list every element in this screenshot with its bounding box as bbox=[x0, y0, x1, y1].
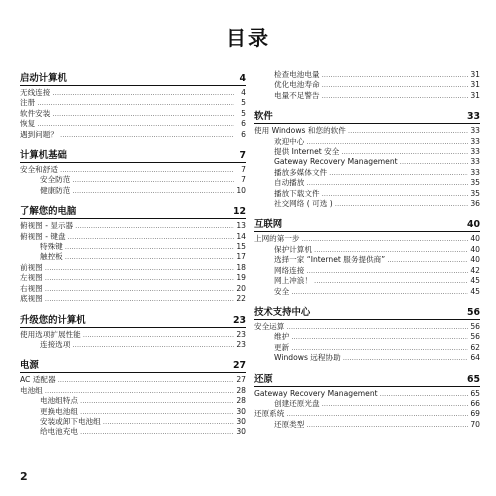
dot-leader bbox=[306, 420, 468, 430]
toc-entry[interactable] bbox=[254, 409, 480, 419]
toc-entry-page: 56 bbox=[470, 332, 480, 342]
section-heading-page: 56 bbox=[466, 306, 480, 318]
toc-entry-page: 19 bbox=[236, 273, 246, 283]
toc-entry[interactable] bbox=[20, 417, 246, 427]
toc-section bbox=[20, 312, 246, 351]
section-heading[interactable] bbox=[20, 70, 246, 86]
toc-entry[interactable] bbox=[20, 340, 246, 350]
toc-entry-page: 33 bbox=[470, 126, 480, 136]
toc-entry-page: 30 bbox=[236, 406, 246, 416]
dot-leader bbox=[75, 221, 234, 231]
section-heading[interactable] bbox=[254, 371, 480, 387]
section-heading-label: 技术支持中心 bbox=[254, 306, 311, 318]
toc-entry-label: Gateway Recovery Management bbox=[274, 157, 398, 167]
toc-entry-page: 5 bbox=[241, 108, 246, 118]
toc-entry-page: 35 bbox=[470, 178, 480, 188]
toc-right-column bbox=[254, 70, 480, 437]
section-heading-label: 互联网 bbox=[254, 219, 283, 231]
section-heading-label: 计算机基础 bbox=[20, 150, 67, 162]
toc-entry[interactable] bbox=[20, 165, 246, 175]
dot-leader bbox=[37, 98, 234, 108]
toc-entry-page: 6 bbox=[241, 129, 246, 139]
toc-entry-page: 22 bbox=[236, 294, 246, 304]
toc-entry[interactable] bbox=[20, 175, 246, 185]
dot-leader bbox=[329, 168, 468, 178]
toc-entry-page: 35 bbox=[470, 188, 480, 198]
toc-section bbox=[20, 357, 246, 437]
toc-entry-label: 网上冲浪！ bbox=[274, 276, 312, 286]
section-heading-page: 40 bbox=[466, 219, 480, 231]
dot-leader bbox=[291, 343, 468, 353]
toc-entry-page: 64 bbox=[470, 353, 480, 363]
dot-leader bbox=[68, 232, 234, 242]
dot-leader bbox=[65, 242, 234, 252]
toc-entry[interactable] bbox=[20, 263, 246, 273]
dot-leader bbox=[80, 407, 234, 417]
dot-leader bbox=[45, 294, 234, 304]
toc-entry[interactable] bbox=[254, 245, 480, 255]
toc-entry-label: 特殊键 bbox=[40, 242, 63, 252]
dot-leader bbox=[80, 427, 234, 437]
toc-entry-label: 安全防范 bbox=[40, 175, 71, 185]
dot-leader bbox=[341, 147, 468, 157]
toc-entry[interactable] bbox=[254, 137, 480, 147]
toc-entry[interactable] bbox=[20, 375, 246, 385]
dot-leader bbox=[322, 70, 468, 80]
toc-entry-label: 提供 Internet 安全 bbox=[274, 147, 340, 157]
toc-entry-page: 69 bbox=[470, 409, 480, 419]
toc-entry[interactable] bbox=[254, 353, 480, 363]
toc-entry-label: 检查电池电量 bbox=[274, 70, 320, 79]
dot-leader bbox=[72, 340, 234, 350]
dot-leader bbox=[52, 109, 234, 119]
toc-entry-label: 自动播放 bbox=[274, 178, 305, 188]
dot-leader bbox=[72, 186, 234, 196]
toc-entry-label: 更新 bbox=[274, 342, 290, 352]
toc-entry-page: 31 bbox=[470, 70, 480, 79]
dot-leader bbox=[335, 199, 468, 209]
toc-entry-label: 电池组 bbox=[20, 385, 43, 395]
section-heading[interactable] bbox=[20, 147, 246, 163]
toc-entry-page: 4 bbox=[241, 88, 246, 97]
section-heading-label: 启动计算机 bbox=[20, 73, 67, 84]
toc-entry-page: 40 bbox=[470, 234, 480, 244]
toc-entry-page: 20 bbox=[236, 283, 246, 293]
toc-entry[interactable] bbox=[20, 252, 246, 262]
toc-section bbox=[254, 371, 480, 431]
toc-entry-page: 30 bbox=[236, 427, 246, 437]
toc-entry-page: 62 bbox=[470, 342, 480, 352]
dot-leader bbox=[314, 276, 468, 286]
toc-entry[interactable] bbox=[20, 273, 246, 283]
toc-entry-page: 10 bbox=[236, 185, 246, 195]
toc-entry[interactable] bbox=[20, 396, 246, 406]
section-heading[interactable] bbox=[20, 312, 246, 328]
section-heading[interactable] bbox=[254, 216, 480, 232]
dot-leader bbox=[37, 119, 234, 129]
toc-entry[interactable] bbox=[254, 189, 480, 199]
toc-entry-page: 33 bbox=[470, 136, 480, 146]
toc-entry-page: 42 bbox=[470, 265, 480, 275]
toc-entry-page: 7 bbox=[241, 175, 246, 185]
toc-entry[interactable] bbox=[254, 420, 480, 430]
dot-leader bbox=[322, 80, 468, 90]
toc-entry-label: 安装或卸下电池组 bbox=[40, 416, 101, 426]
toc-entry-label: 软件安装 bbox=[20, 108, 51, 118]
toc-entry-page: 5 bbox=[241, 98, 246, 108]
section-heading-page: 4 bbox=[239, 73, 246, 84]
toc-entry-label: AC 适配器 bbox=[20, 375, 56, 385]
dot-leader bbox=[45, 386, 234, 396]
section-heading-page: 33 bbox=[466, 111, 480, 123]
toc-entry[interactable] bbox=[20, 242, 246, 252]
toc-entry-page: 56 bbox=[470, 321, 480, 331]
section-heading[interactable] bbox=[20, 203, 246, 219]
toc-entry[interactable] bbox=[254, 199, 480, 209]
dot-leader bbox=[65, 252, 234, 262]
toc-entry-page: 31 bbox=[470, 90, 480, 100]
toc-entry-label: 俯视图 - 键盘 bbox=[20, 231, 66, 241]
dot-leader bbox=[387, 255, 468, 265]
section-heading-label: 了解您的电脑 bbox=[20, 206, 77, 218]
section-heading-label: 升级您的计算机 bbox=[20, 314, 86, 326]
toc-entry[interactable] bbox=[20, 98, 246, 108]
toc-entry[interactable] bbox=[20, 427, 246, 437]
toc-entry-label: 安全和舒适 bbox=[20, 165, 58, 175]
toc-entry-page: 14 bbox=[236, 231, 246, 241]
toc-entry-page: 17 bbox=[236, 252, 246, 262]
toc-entry-page: 65 bbox=[470, 388, 480, 398]
toc-section bbox=[20, 203, 246, 304]
toc-entry-page: 23 bbox=[236, 339, 246, 349]
dot-leader bbox=[306, 178, 468, 188]
toc-entry-page: 6 bbox=[241, 119, 246, 129]
toc-entry[interactable] bbox=[254, 266, 480, 276]
toc-entry-label: 欢迎中心 bbox=[274, 136, 305, 146]
toc-entry-label: Windows 远程协助 bbox=[274, 353, 341, 363]
dot-leader bbox=[322, 91, 468, 101]
toc-entry-label: 选择一家 “Internet 服务提供商” bbox=[274, 255, 386, 265]
toc-entry-page: 36 bbox=[470, 199, 480, 209]
toc-entry-page: 33 bbox=[470, 147, 480, 157]
toc-entry-label: 安全运算 bbox=[254, 321, 285, 331]
dot-leader bbox=[400, 157, 468, 167]
toc-entry-page: 40 bbox=[470, 255, 480, 265]
toc-entry-label: 网络连接 bbox=[274, 265, 305, 275]
dot-leader bbox=[60, 165, 234, 175]
toc-entry[interactable] bbox=[254, 178, 480, 188]
dot-leader bbox=[103, 417, 234, 427]
section-heading-page: 7 bbox=[239, 150, 246, 162]
toc-entry-label: 优化电池寿命 bbox=[274, 80, 320, 90]
toc-entry-label: 触控板 bbox=[40, 252, 63, 262]
section-heading-page: 65 bbox=[466, 373, 480, 385]
toc-entry-page: 33 bbox=[470, 157, 480, 167]
toc-entry-page: 45 bbox=[470, 276, 480, 286]
toc-entry-page: 31 bbox=[470, 80, 480, 90]
dot-leader bbox=[380, 389, 468, 399]
section-heading-label: 电源 bbox=[20, 360, 39, 372]
toc-section bbox=[254, 70, 480, 101]
toc-entry[interactable] bbox=[20, 330, 246, 340]
toc-entry-label: 还原类型 bbox=[274, 419, 305, 429]
toc-entry-page: 27 bbox=[236, 375, 246, 385]
toc-entry-label: 社交网络 ( 可选 ) bbox=[274, 199, 333, 209]
section-heading[interactable] bbox=[20, 357, 246, 373]
section-heading[interactable] bbox=[254, 108, 480, 124]
toc-entry-label: 给电池充电 bbox=[40, 427, 78, 437]
dot-leader bbox=[291, 332, 468, 342]
toc-entry[interactable] bbox=[254, 168, 480, 178]
dot-leader bbox=[306, 266, 468, 276]
toc-entry[interactable] bbox=[254, 389, 480, 399]
toc-entry-label: 连接选项 bbox=[40, 339, 71, 349]
toc-entry-label: 使用选项扩展性能 bbox=[20, 329, 81, 339]
dot-leader bbox=[286, 409, 468, 419]
toc-entry-page: 23 bbox=[236, 329, 246, 339]
toc-entry-page: 30 bbox=[236, 416, 246, 426]
toc-entry-label: 安全 bbox=[274, 286, 290, 296]
toc-entry[interactable] bbox=[20, 119, 246, 129]
toc-entry-page: 7 bbox=[241, 165, 246, 175]
toc-entry-label: 电量不足警告 bbox=[274, 90, 320, 100]
toc-entry-page: 28 bbox=[236, 396, 246, 406]
section-heading-page: 23 bbox=[232, 314, 246, 326]
section-heading-page: 12 bbox=[232, 206, 246, 218]
toc-entry[interactable] bbox=[20, 221, 246, 231]
toc-entry-page: 45 bbox=[470, 286, 480, 296]
toc-entry[interactable] bbox=[20, 294, 246, 304]
toc-entry-label: Gateway Recovery Management bbox=[254, 388, 378, 398]
toc-entry-page: 70 bbox=[470, 419, 480, 429]
toc-entry-page: 40 bbox=[470, 244, 480, 254]
dot-leader bbox=[348, 126, 468, 136]
dot-leader bbox=[45, 284, 234, 294]
toc-entry-label: 注册 bbox=[20, 98, 36, 108]
toc-entry-page: 13 bbox=[236, 221, 246, 231]
toc-entry-label: 遇到问题？ bbox=[20, 129, 58, 139]
toc-entry-label: 播放多媒体文件 bbox=[274, 167, 328, 177]
toc-section bbox=[20, 70, 246, 140]
toc-entry-label: 无线连接 bbox=[20, 88, 51, 97]
toc-entry[interactable] bbox=[254, 234, 480, 244]
toc-entry[interactable] bbox=[254, 287, 480, 297]
toc-entry-label: 使用 Windows 和您的软件 bbox=[254, 126, 346, 136]
toc-entry[interactable] bbox=[254, 70, 480, 80]
toc-section bbox=[20, 147, 246, 196]
toc-entry-page: 28 bbox=[236, 385, 246, 395]
toc-entry-label: 更换电池组 bbox=[40, 406, 78, 416]
toc-entry[interactable] bbox=[20, 109, 246, 119]
toc-entry[interactable] bbox=[20, 186, 246, 196]
toc-entry-label: 俯视图 - 显示器 bbox=[20, 221, 74, 231]
toc-entry[interactable] bbox=[20, 407, 246, 417]
toc-entry-label: 创建还原光盘 bbox=[274, 398, 320, 408]
toc-entry[interactable] bbox=[254, 399, 480, 409]
toc-entry-label: 保护计算机 bbox=[274, 244, 312, 254]
toc-entry[interactable] bbox=[254, 91, 480, 101]
toc-entry-label: 还原系统 bbox=[254, 409, 285, 419]
toc-entry-page: 66 bbox=[470, 398, 480, 408]
page-title: 目录 bbox=[226, 26, 270, 50]
section-heading-label: 软件 bbox=[254, 111, 273, 123]
toc-entry[interactable] bbox=[20, 232, 246, 242]
section-heading-page: 27 bbox=[232, 360, 246, 372]
toc-entry[interactable] bbox=[254, 157, 480, 167]
dot-leader bbox=[60, 130, 234, 140]
toc-entry-page: 15 bbox=[236, 242, 246, 252]
dot-leader bbox=[83, 330, 234, 340]
toc-entry[interactable] bbox=[254, 255, 480, 265]
section-heading[interactable] bbox=[254, 304, 480, 320]
toc-entry-label: 维护 bbox=[274, 332, 290, 342]
toc-entry[interactable] bbox=[20, 386, 246, 396]
toc-entry[interactable] bbox=[254, 343, 480, 353]
dot-leader bbox=[291, 287, 468, 297]
dot-leader bbox=[286, 322, 468, 332]
toc-entry[interactable] bbox=[20, 284, 246, 294]
toc-entry[interactable] bbox=[20, 88, 246, 98]
dot-leader bbox=[58, 375, 234, 385]
toc-entry-label: 右视图 bbox=[20, 283, 43, 293]
dot-leader bbox=[302, 234, 468, 244]
toc-entry[interactable] bbox=[254, 276, 480, 286]
dot-leader bbox=[45, 273, 234, 283]
toc-entry-label: 前视图 bbox=[20, 262, 43, 272]
toc-entry-label: 恢复 bbox=[20, 119, 36, 129]
toc-entry-label: 底视图 bbox=[20, 294, 43, 304]
toc-entry-label: 健康防范 bbox=[40, 185, 71, 195]
toc-entry[interactable] bbox=[20, 130, 246, 140]
dot-leader bbox=[72, 175, 234, 185]
section-heading-label: 还原 bbox=[254, 373, 273, 385]
toc-section bbox=[254, 108, 480, 209]
toc-entry-label: 上网的第一步 bbox=[254, 234, 300, 244]
dot-leader bbox=[322, 189, 468, 199]
toc-entry[interactable] bbox=[254, 332, 480, 342]
toc-entry-page: 33 bbox=[470, 167, 480, 177]
dot-leader bbox=[306, 137, 468, 147]
dot-leader bbox=[314, 245, 468, 255]
dot-leader bbox=[80, 396, 234, 406]
toc-section bbox=[254, 304, 480, 364]
page-number: 2 bbox=[20, 470, 28, 483]
dot-leader bbox=[52, 88, 234, 98]
toc-entry[interactable] bbox=[254, 126, 480, 136]
dot-leader bbox=[322, 399, 468, 409]
dot-leader bbox=[45, 263, 234, 273]
toc-entry-label: 播放下载文件 bbox=[274, 188, 320, 198]
toc-entry-label: 电池组特点 bbox=[40, 396, 78, 406]
toc-left-column bbox=[20, 70, 246, 445]
toc-entry-page: 18 bbox=[236, 262, 246, 272]
toc-entry-label: 左视图 bbox=[20, 273, 43, 283]
toc-entry[interactable] bbox=[254, 80, 480, 90]
toc-entry[interactable] bbox=[254, 147, 480, 157]
toc-entry[interactable] bbox=[254, 322, 480, 332]
dot-leader bbox=[343, 353, 468, 363]
toc-section bbox=[254, 216, 480, 296]
